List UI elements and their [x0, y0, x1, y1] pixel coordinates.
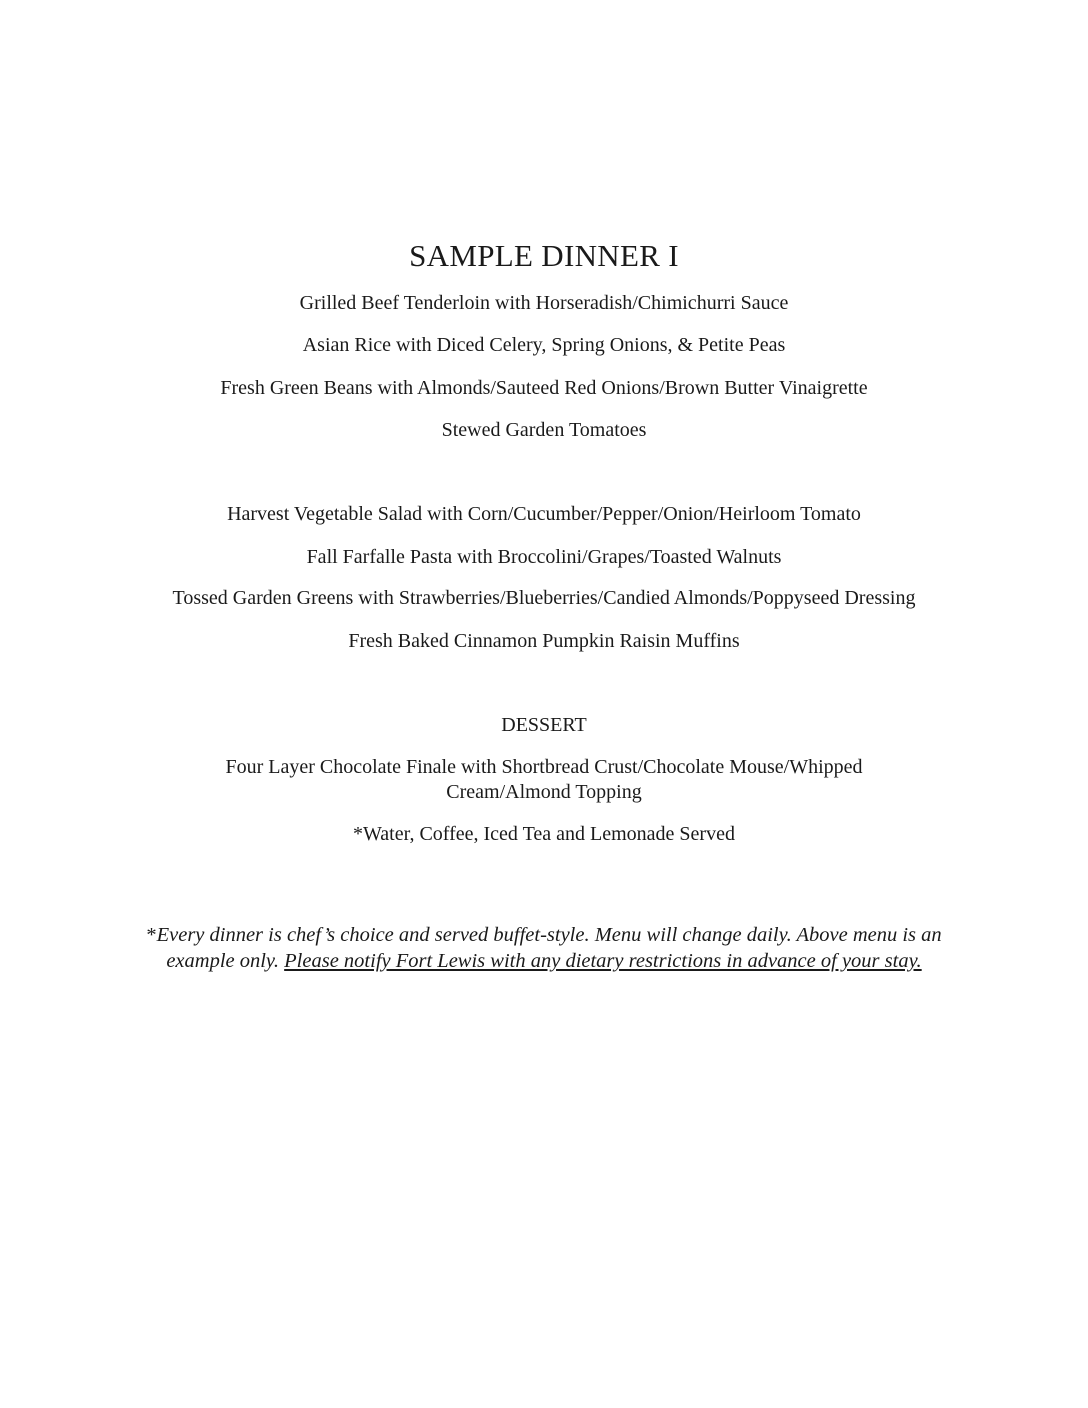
- page-title: SAMPLE DINNER I: [409, 238, 679, 273]
- main-item: Asian Rice with Diced Celery, Spring Onions, & Petite Peas: [302, 334, 786, 356]
- dessert-item: Four Layer Chocolate Finale with Shortbread Crust/Chocolate Mouse/Whipped Cream/Almond Topping: [225, 756, 863, 803]
- note-underlined-text: Please notify Fort Lewis with any dietary restrictions in advance of your stay.: [284, 950, 922, 972]
- footer-note: [130, 922, 958, 974]
- note-asterisk: *: [146, 924, 157, 946]
- side-item: Harvest Vegetable Salad with Corn/Cucumber/Pepper/Onion/Heirloom Tomato: [227, 503, 861, 525]
- dessert-heading: DESSERT: [501, 714, 587, 736]
- main-item: Stewed Garden Tomatoes: [441, 419, 647, 441]
- main-item: Grilled Beef Tenderloin with Horseradish/Chimichurri Sauce: [299, 292, 789, 314]
- side-item: Fresh Baked Cinnamon Pumpkin Raisin Muffins: [348, 630, 740, 652]
- main-item: Fresh Green Beans with Almonds/Sauteed Red Onions/Brown Butter Vinaigrette: [220, 377, 868, 399]
- side-item: Tossed Garden Greens with Strawberries/Blueberries/Candied Almonds/Poppyseed Dressing: [172, 587, 916, 609]
- beverages-line: *Water, Coffee, Iced Tea and Lemonade Served: [353, 823, 735, 845]
- note-text: Every dinner is chef’s choice and served buffet-style. Menu will change daily. Above menu is an example only.: [156, 924, 942, 972]
- side-item: Fall Farfalle Pasta with Broccolini/Grapes/Toasted Walnuts: [306, 546, 782, 568]
